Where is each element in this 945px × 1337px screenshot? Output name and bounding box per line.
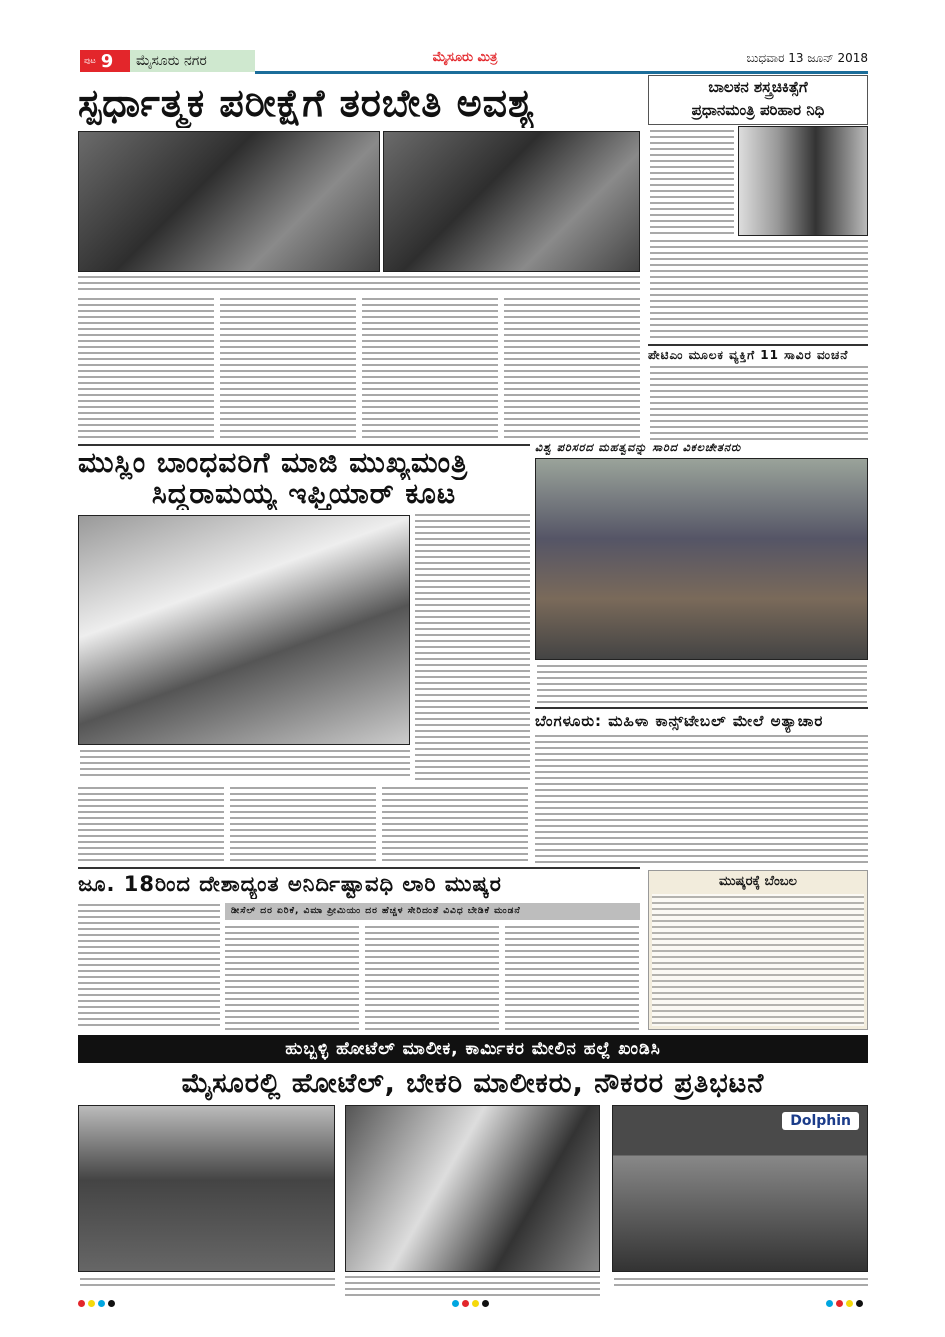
masthead-logo: ಮೈಸೂರು ಮಿತ್ರ — [432, 50, 498, 65]
story1-caption — [78, 274, 640, 292]
dolphin-sign: Dolphin — [782, 1112, 859, 1130]
story1-photo-left — [78, 131, 380, 272]
story1-photo-right — [383, 131, 640, 272]
color-registration-left — [78, 1292, 118, 1311]
story2-headline-2: ಸಿದ್ದರಾಮಯ್ಯ ಇಫ್ತಿಯಾರ್ ಕೂಟ — [151, 478, 457, 510]
sidebar2-box — [648, 870, 868, 1030]
story2-caption — [80, 748, 410, 778]
story2-photo — [78, 515, 410, 745]
story1-headline: ಸ್ಪರ್ಧಾತ್ಮಕ ಪರೀಕ್ಷೆಗೆ ತರಬೇತಿ ಅವಶ್ಯ — [78, 81, 536, 125]
env-photo — [535, 458, 868, 660]
section-name: ಮೈಸೂರು ನಗರ — [130, 50, 255, 72]
sidebar1-headline-2: ಪ್ರಧಾನಮಂತ್ರಿ ಪರಿಹಾರ ನಿಧಿ — [691, 101, 825, 119]
color-registration-center — [452, 1292, 492, 1311]
issue-date: ಬುಧವಾರ 13 ಜೂನ್ 2018 — [746, 51, 868, 65]
page-label: ಪುಟ — [84, 56, 96, 65]
sidebar1-photo — [738, 126, 868, 236]
page-tag — [80, 50, 130, 72]
color-registration-right — [826, 1292, 866, 1311]
story4-caption-3 — [614, 1276, 868, 1286]
env-caption — [537, 663, 867, 703]
story4-photo-1 — [78, 1105, 335, 1272]
story3-headline: ಜೂ. 18ರಿಂದ ದೇಶಾದ್ಯಂತ ಅನಿರ್ದಿಷ್ಟಾವಧಿ ಲಾರಿ ಮುಷ್ಕರ — [78, 867, 640, 899]
story1-body — [78, 296, 640, 440]
env-headline: ವಿಶ್ವ ಪರಿಸರದ ಮಹತ್ವವನ್ನು ಸಾರಿದ ವಿಕಲಚೇತನರು — [535, 441, 742, 454]
sidebar1-body-b — [650, 238, 868, 342]
sidebar1-body-a — [650, 128, 734, 236]
paytm-headline: ಪೇಟಿಎಂ ಮೂಲಕ ವ್ಯಕ್ತಿಗೆ 11 ಸಾವಿರ ವಂಚನೆ — [648, 344, 868, 364]
story2-body — [78, 785, 530, 865]
story4-photo-2 — [345, 1105, 600, 1272]
page-number: 9 — [100, 50, 114, 72]
header-rule — [255, 71, 868, 74]
sidebar2-headline: ಮುಷ್ಕರಕ್ಕೆ ಬೆಂಬಲ — [719, 874, 797, 889]
story4-caption-1 — [80, 1276, 335, 1286]
sidebar1-box — [648, 75, 868, 125]
story3-subhead: ಡೀಸೆಲ್ ದರ ಏರಿಕೆ, ವಿಮಾ ಪ್ರೀಮಿಯಂ ದರ ಹೆಚ್ಚಳ ಸೇರಿದಂತೆ ವಿವಿಧ ಬೇಡಿಕೆ ಮಂಡನೆ — [225, 903, 640, 920]
paytm-body — [650, 364, 868, 440]
sidebar1-headline-1: ಬಾಲಕನ ಶಸ್ತ್ರಚಿಕಿತ್ಸೆಗೆ — [708, 78, 808, 96]
story3-body — [225, 924, 640, 1030]
story2-headline-1: ಮುಸ್ಲಿಂ ಬಾಂಧವರಿಗೆ ಮಾಜಿ ಮುಖ್ಯಮಂತ್ರಿ — [78, 444, 530, 480]
blr-headline: ಬೆಂಗಳೂರು: ಮಹಿಳಾ ಕಾನ್ಸ್‌ಟೇಬಲ್ ಮೇಲೆ ಅತ್ಯಾಚಾರ — [535, 707, 868, 733]
story4-headline: ಮೈಸೂರಲ್ಲಿ ಹೋಟೆಲ್, ಬೇಕರಿ ಮಾಲೀಕರು, ನೌಕರರ ಪ್ರತಿಭಟನೆ — [181, 1068, 765, 1099]
story3-lead — [78, 902, 220, 1030]
story2-body-side — [415, 512, 530, 780]
story4-photo-3 — [612, 1105, 868, 1272]
blr-body — [535, 733, 868, 865]
story4-kicker: ಹುಬ್ಬಳ್ಳಿ ಹೋಟೆಲ್ ಮಾಲೀಕ, ಕಾರ್ಮಿಕರ ಮೇಲಿನ ಹಲ್ಲೆ ಖಂಡಿಸಿ — [78, 1035, 868, 1063]
sidebar2-body — [652, 894, 864, 1026]
